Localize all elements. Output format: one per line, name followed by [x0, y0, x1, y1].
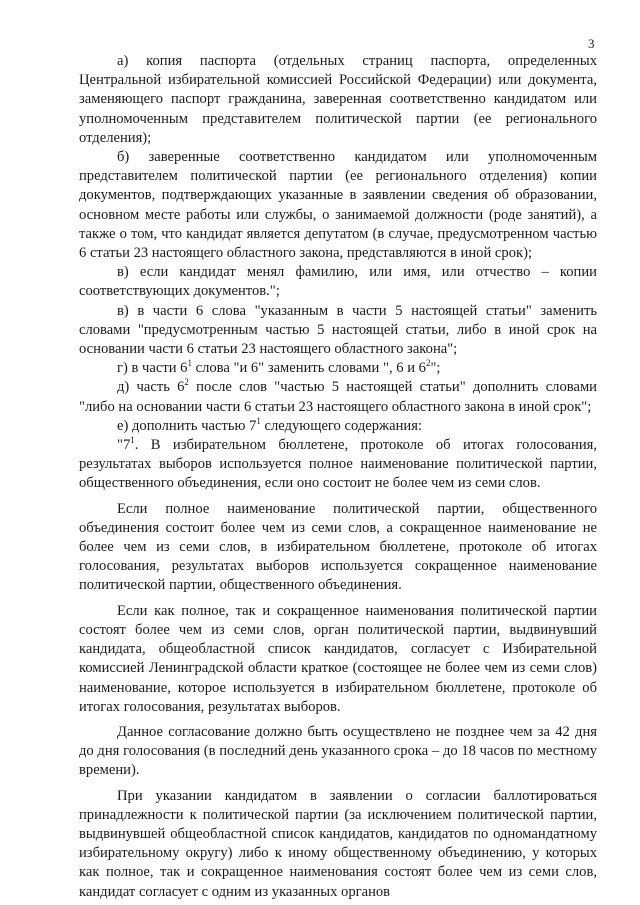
- text-run: е) дополнить частью 7: [117, 417, 257, 434]
- superscript: 2: [425, 358, 431, 369]
- paragraph-e-add-part-7-1: [79, 417, 597, 436]
- paragraph-7-1-full-name: [79, 436, 597, 494]
- superscript: 1: [130, 435, 135, 446]
- paragraph-brief-name: Если как полное, так и сокращенное наименования политической партии состоят более чем из семи слов, орган политической партии, выдвинувший кандидата, общеобластной список кандидатов, согласует с Избирательной комиссией Ленинградской области краткое (состоящее не более чем из семи слов) наименование, которое используется в избирательном бюллетене, протоколе об итогах голосования, результатах выборов.: [79, 602, 597, 715]
- superscript: 1: [256, 415, 261, 426]
- paragraph-g-part-6-1: [79, 359, 597, 378]
- text-run: д) часть 6: [117, 379, 185, 396]
- paragraph-d-part-6-2: [79, 378, 597, 416]
- text-run: следующего содержания:: [260, 417, 422, 434]
- text-run: ";: [430, 360, 441, 377]
- text-run: "7: [117, 437, 131, 454]
- text-run: после слов "частью 5 настоящей статьи" дополнить словами "либо на основании части 6 статьи 23 настоящего областного закона в иной срок";: [79, 379, 597, 415]
- paragraph-v-part-6: в) в части 6 слова "указанным в части 5 настоящей статьи" заменить словами "предусмотренным частью 5 настоящей статьи, либо в иной срок на основании части 6 статьи 23 настоящего областного закона";: [79, 302, 597, 358]
- document-body: [79, 52, 597, 902]
- page-number: 3: [588, 36, 595, 51]
- paragraph-v-name-change: в) если кандидат менял фамилию, или имя, или отчество – копии соответствующих документов.";: [79, 264, 597, 300]
- text-run: слова "и 6" заменить словами ", 6 и 6: [191, 360, 426, 377]
- paragraph-candidate-affiliation: При указании кандидатом в заявлении о согласии баллотироваться принадлежности к политической партии (за исключением политической партии, выдвинувшей общеобластной список кандидатов, кандидатов по одномандатному избирательному округу) либо к иному общественному объединению, у которых как полное, так и сокращенное наименования состоят более чем из семи слов, кандидат согласует с одним из указанных органов: [79, 787, 597, 900]
- paragraph-b-certified-copies: б) заверенные соответственно кандидатом или уполномоченным представителем политической партии (ее регионального отделения) копии документов, подтверждающих указанные в заявлении сведения об образовании, основном месте работы или службы, о занимаемой должности (роде занятий), а также о том, что кандидат является депутатом (в случае, предусмотренном частью 6 статьи 23 настоящего областного закона, представляются в иной срок);: [79, 149, 597, 262]
- paragraph-short-name: Если полное наименование политической партии, общественного объединения состоит более чем из семи слов, а сокращенное наименование не более чем из семи слов, в избирательном бюллетене, протоколе об итогах голосования, результатах выборов используется сокращенное наименование политической партии, общественного объединения.: [79, 500, 597, 594]
- paragraph-approval-deadline: Данное согласование должно быть осуществлено не позднее чем за 42 дня до дня голосования (в последний день указанного срока – до 18 часов по местному времени).: [79, 723, 597, 779]
- text-run: . В избирательном бюллетене, протоколе об итогах голосования, результатах выборов используется полное наименование политической партии, общественного объединения, если оно состоит не более чем из семи слов.: [79, 437, 597, 492]
- superscript: 2: [184, 377, 189, 388]
- paragraph-a-passport-copy: а) копия паспорта (отдельных страниц паспорта, определенных Центральной избирательной комиссией Российской Федерации) или документа, заменяющего паспорт гражданина, заверенная соответственно кандидатом или уполномоченным представителем политической партии (ее регионального отделения);: [79, 53, 597, 146]
- superscript: 1: [187, 358, 192, 369]
- text-run: г) в части 6: [117, 360, 188, 377]
